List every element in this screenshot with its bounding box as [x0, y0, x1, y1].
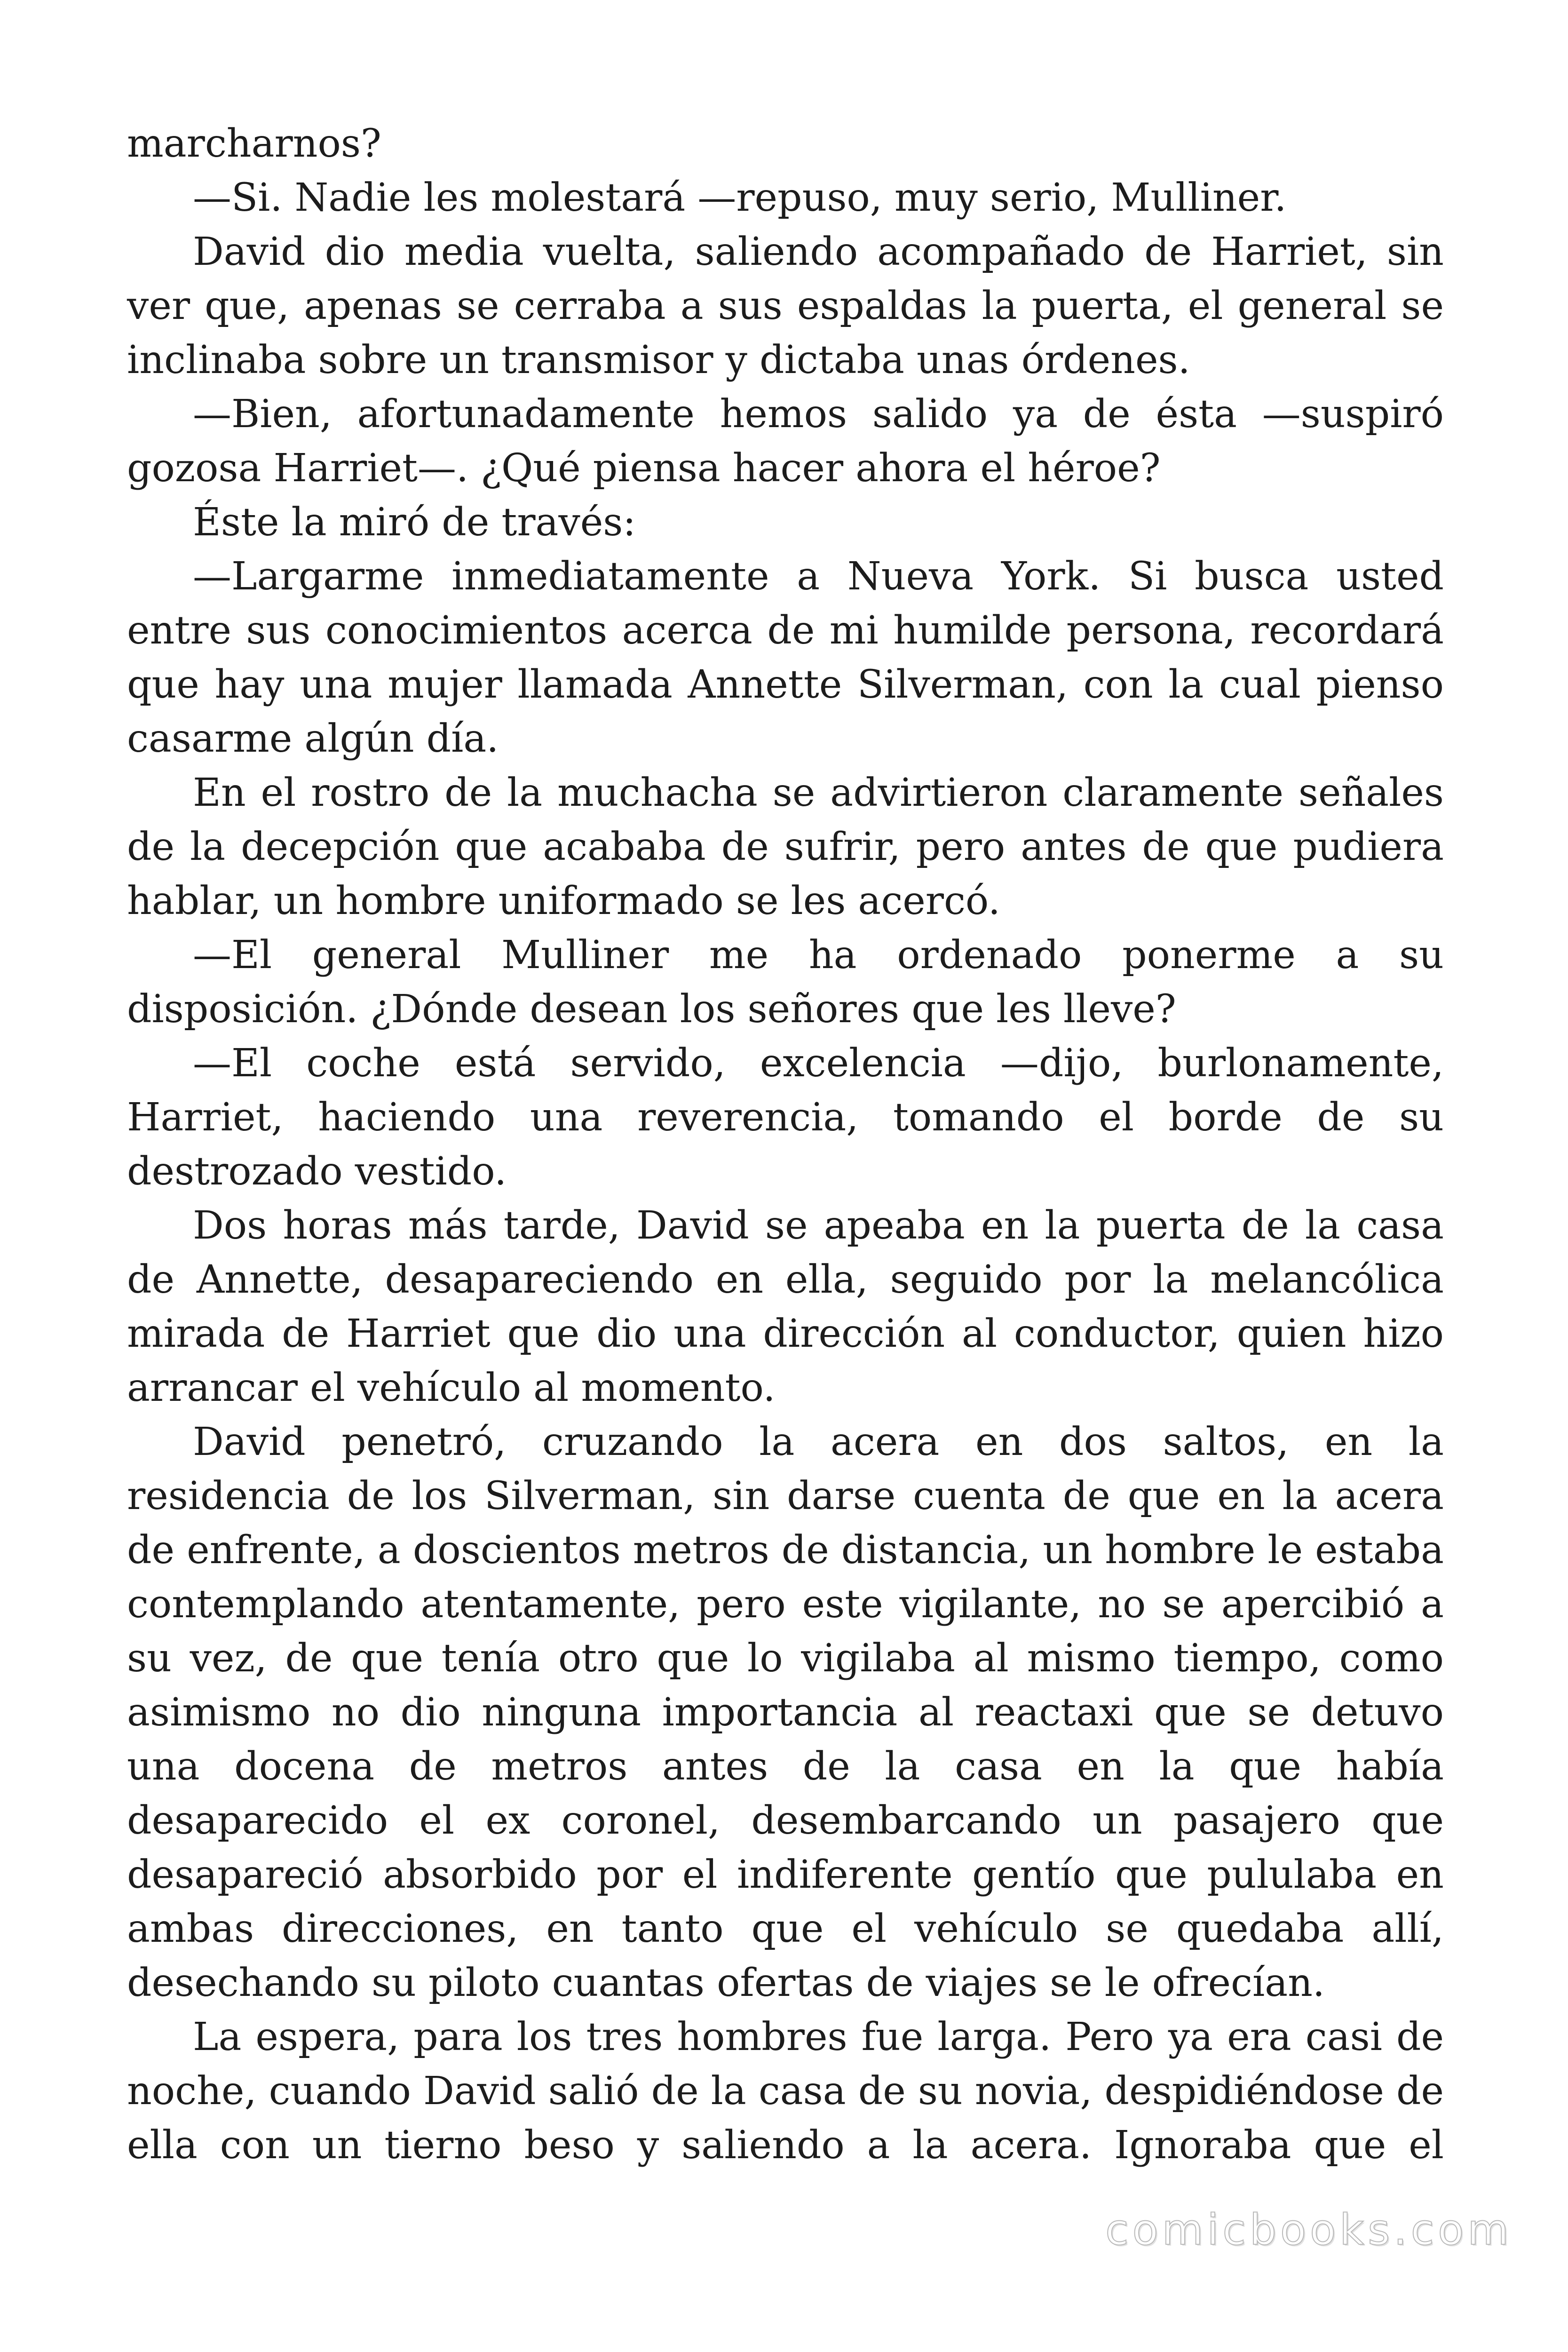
paragraph: —El coche está servido, excelencia —dijo, burlonamente, Harriet, haciendo una reverencia, tomando el borde de su destrozado vestido. — [127, 1041, 1444, 1194]
paragraph: Dos horas más tarde, David se apeaba en la puerta de la casa de Annette, desapareciendo en ella, seguido por la melancólica mirada de Harriet que dio una dirección al conductor, quien hizo arrancar el vehículo al momento. — [127, 1203, 1444, 1410]
paragraph: —Si. Nadie les molestará —repuso, muy serio, Mulliner. — [193, 175, 1287, 220]
paragraph: marcharnos? — [127, 121, 381, 166]
paragraph: —Bien, afortunadamente hemos salido ya de ésta —suspiró gozosa Harriet—. ¿Qué piensa hacer ahora el héroe? — [127, 392, 1444, 491]
paragraph: —El general Mulliner me ha ordenado ponerme a su disposición. ¿Dónde desean los señores que les lleve? — [127, 933, 1444, 1032]
watermark: comicbooks.com — [1105, 2205, 1513, 2255]
paragraph: La espera, para los tres hombres fue larga. Pero ya era casi de noche, cuando David salió de la casa de su novia, despidiéndose de ella con un tierno beso y saliendo a la acera. Ignoraba que el — [127, 2015, 1444, 2168]
page-body — [127, 117, 1444, 2172]
paragraph: —Largarme inmediatamente a Nueva York. Si busca usted entre sus conocimientos acerca de mi humilde persona, recordará que hay una mujer llamada Annette Silverman, con la cual pienso casarme algún día. — [127, 554, 1444, 761]
paragraph: Éste la miró de través: — [193, 500, 636, 545]
paragraph: En el rostro de la muchacha se advirtieron claramente señales de la decepción que acababa de sufrir, pero antes de que pudiera hablar, un hombre uniformado se les acercó. — [127, 771, 1444, 923]
paragraph: David dio media vuelta, saliendo acompañado de Harriet, sin ver que, apenas se cerraba a sus espaldas la puerta, el general se inclinaba sobre un transmisor y dictaba unas órdenes. — [127, 230, 1444, 382]
paragraph: David penetró, cruzando la acera en dos saltos, en la residencia de los Silverman, sin darse cuenta de que en la acera de enfrente, a doscientos metros de distancia, un hombre le estaba contemplando atentamente, pero este vigilante, no se apercibió a su vez, de que tenía otro que lo vigilaba al mismo tiempo, como asimismo no dio ninguna importancia al reactaxi que se detuvo una docena de metros antes de la casa en la que había desaparecido el ex coronel, desembarcando un pasajero que desapareció absorbido por el indiferente gentío que pululaba en ambas direcciones, en tanto que el vehículo se quedaba allí, desechando su piloto cuantas ofertas de viajes se le ofrecían. — [127, 1420, 1444, 2005]
